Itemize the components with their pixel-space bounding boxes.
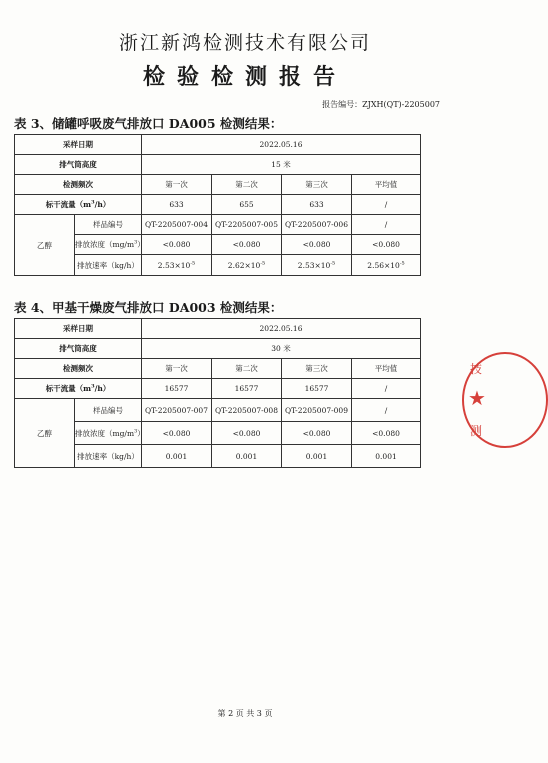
star-icon: ★ [468, 386, 486, 410]
rate-value: $2.53\times 10^{-5}$ [142, 255, 212, 276]
flow-label: 标干流量$(m^3/h)$ [15, 379, 142, 399]
sample-no-value: / [352, 215, 421, 235]
flow-value: 16577 [282, 379, 352, 399]
conc-value: <0.080 [352, 235, 421, 255]
flow-value: / [352, 379, 421, 399]
rate-value: 0.001 [352, 445, 421, 468]
sampling-date-value: 2022.05.16 [142, 135, 421, 155]
flow-value: 655 [212, 195, 282, 215]
conc-value: <0.080 [212, 422, 282, 445]
page-number: 第 2 页 共 3 页 [217, 709, 273, 718]
table3-title: 表 3、储罐呼吸废气排放口 DA005 检测结果： [14, 116, 283, 131]
seal-bottom-char: 测 [470, 424, 483, 438]
header-first: 第一次 [142, 175, 212, 195]
conc-value: <0.080 [212, 235, 282, 255]
frequency-label: 检测频次 [15, 175, 142, 195]
sample-no-label: 样品编号 [75, 215, 142, 235]
rate-label: 排放速率（kg/h） [75, 255, 142, 276]
stack-height-label: 排气筒高度 [15, 155, 142, 175]
table-row [15, 339, 421, 359]
table-row [15, 135, 421, 155]
stack-height-label: 排气筒高度 [15, 339, 142, 359]
stack-height-value: 30 米 [142, 339, 421, 359]
table4-title: 表 4、甲基干燥废气排放口 DA003 检测结果： [14, 300, 283, 315]
sample-no-label: 样品编号 [75, 399, 142, 422]
rate-value: 0.001 [282, 445, 352, 468]
table-row [15, 399, 421, 422]
header-third: 第三次 [282, 359, 352, 379]
seal-top-char: 技 [470, 362, 483, 376]
sampling-date-value: 2022.05.16 [142, 319, 421, 339]
table-row [15, 319, 421, 339]
flow-value: 633 [282, 195, 352, 215]
table-row [15, 359, 421, 379]
table4-results [14, 318, 421, 468]
sample-no-value: QT-2205007-006 [282, 215, 352, 235]
flow-value: 633 [142, 195, 212, 215]
rate-value: 0.001 [142, 445, 212, 468]
sampling-date-label: 采样日期 [15, 319, 142, 339]
rate-value: $2.53\times 10^{-5}$ [282, 255, 352, 276]
pollutant-label: 乙醇 [15, 215, 75, 276]
sample-no-value: QT-2205007-007 [142, 399, 212, 422]
sample-no-value: / [352, 399, 421, 422]
table-row [15, 379, 421, 399]
rate-label: 排放速率（kg/h） [75, 445, 142, 468]
conc-label: 排放浓度$(mg/m^3)$ [75, 235, 142, 255]
table-row [15, 155, 421, 175]
conc-value: <0.080 [282, 422, 352, 445]
header-second: 第二次 [212, 359, 282, 379]
conc-value: <0.080 [142, 235, 212, 255]
table-row [15, 255, 421, 276]
table-row [15, 215, 421, 235]
company-seal [462, 352, 490, 448]
table-row [15, 195, 421, 215]
sample-no-value: QT-2205007-008 [212, 399, 282, 422]
conc-value: <0.080 [142, 422, 212, 445]
header-average: 平均值 [352, 175, 421, 195]
stack-height-value: 15 米 [142, 155, 421, 175]
header-average: 平均值 [352, 359, 421, 379]
header-second: 第二次 [212, 175, 282, 195]
pollutant-label: 乙醇 [15, 399, 75, 468]
header-third: 第三次 [282, 175, 352, 195]
conc-value: <0.080 [282, 235, 352, 255]
flow-value: / [352, 195, 421, 215]
report-number: 报告编号：ZJXH(QT)-2205007 [322, 100, 440, 109]
report-title: 检验检测报告 [142, 64, 347, 90]
rate-value: 0.001 [212, 445, 282, 468]
company-name: 浙江新鸿检测技术有限公司 [118, 32, 371, 54]
header-first: 第一次 [142, 359, 212, 379]
flow-label: 标干流量$(m^3/h)$ [15, 195, 142, 215]
flow-value: 16577 [212, 379, 282, 399]
table3-results [14, 134, 421, 276]
rate-value: $2.56\times 10^{-5}$ [352, 255, 421, 276]
table-row [15, 422, 421, 445]
table-row [15, 445, 421, 468]
flow-value: 16577 [142, 379, 212, 399]
sample-no-value: QT-2205007-005 [212, 215, 282, 235]
conc-value: <0.080 [352, 422, 421, 445]
rate-value: $2.62\times 10^{-5}$ [212, 255, 282, 276]
frequency-label: 检测频次 [15, 359, 142, 379]
sample-no-value: QT-2205007-004 [142, 215, 212, 235]
sampling-date-label: 采样日期 [15, 135, 142, 155]
conc-label: 排放浓度$(mg/m^3)$ [75, 422, 142, 445]
table-row [15, 235, 421, 255]
table-row [15, 175, 421, 195]
sample-no-value: QT-2205007-009 [282, 399, 352, 422]
